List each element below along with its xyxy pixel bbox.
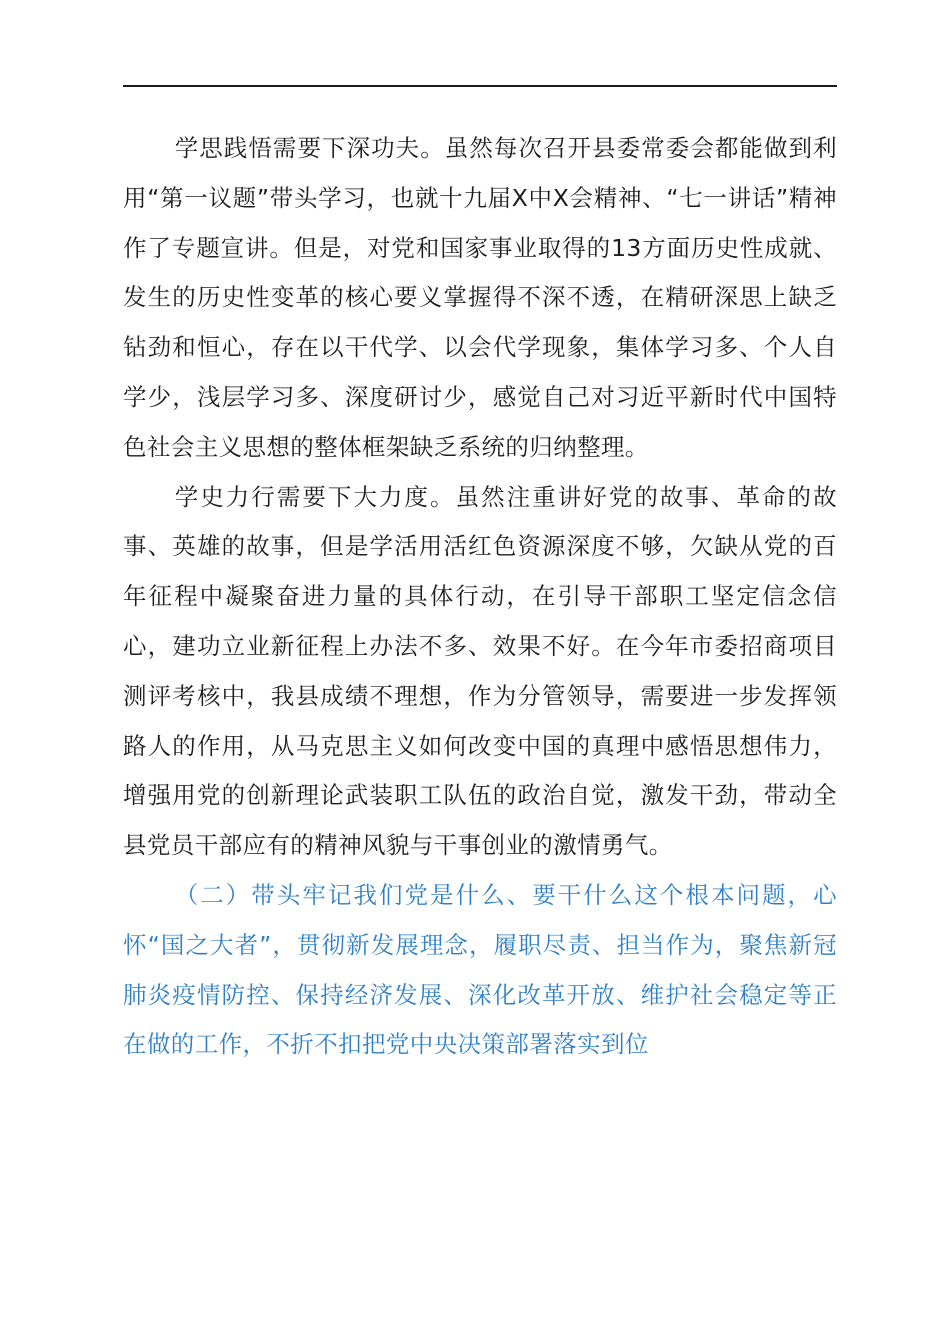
section-heading-two: （二）带头牢记我们党是什么、要干什么这个根本问题，心怀“国之大者”，贯彻新发展理念，履职尽责、担当作为，聚焦新冠肺炎疫情防控、保持经济发展、深化改革开放、维护社会稳定等正在做的工作，不折不扣把党中央决策部署落实到位 [123, 880, 837, 1059]
paragraph-study-practice: 学思践悟需要下深功夫。虽然每次召开县委常委会都能做到利用“第一议题”带头学习，也就十九届X中X会精神、“七一讲话”精神作了专题宣讲。但是，对党和国家事业取得的13方面历史性成就、发生的历史性变革的核心要义掌握得不深不透，在精研深思上缺乏钻劲和恒心，存在以干代学、以会代学现象，集体学习多、个人自学少，浅层学习多、深度研讨少，感觉自己对习近平新时代中国特色社会主义思想的整体框架缺乏系统的归纳整理。 [123, 134, 837, 461]
header-rule [123, 85, 837, 87]
document-body [123, 124, 837, 1070]
paragraph-history-action: 学史力行需要下大力度。虽然注重讲好党的故事、革命的故事、英雄的故事，但是学活用活红色资源深度不够，欠缺从党的百年征程中凝聚奋进力量的具体行动，在引导干部职工坚定信念信心，建功立业新征程上办法不多、效果不好。在今年市委招商项目测评考核中，我县成绩不理想，作为分管领导，需要进一步发挥领路人的作用，从马克思主义如何改变中国的真理中感悟思想伟力，增强用党的创新理论武装职工队伍的政治自觉，激发干劲，带动全县党员干部应有的精神风貌与干事创业的激情勇气。 [123, 482, 837, 860]
